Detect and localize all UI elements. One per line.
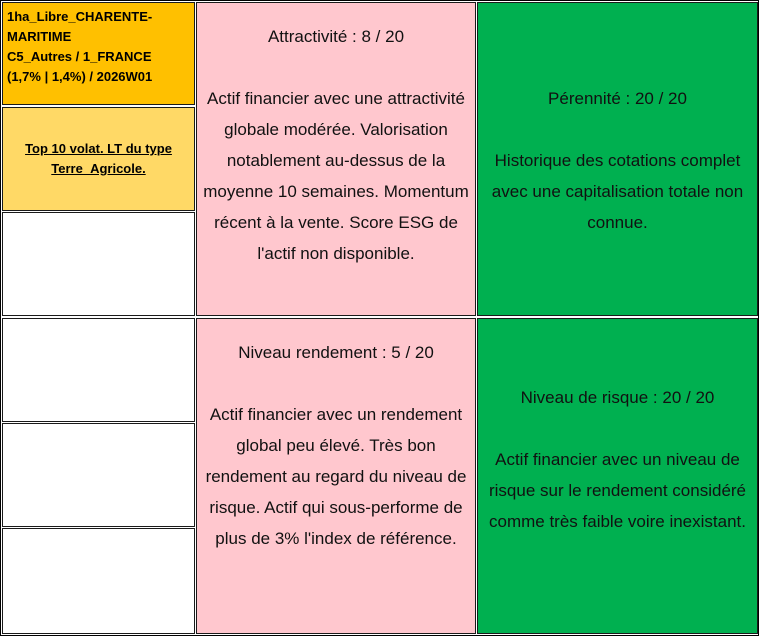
ranking-label: Top 10 volat. LT du type Terre_Agricole. <box>25 141 172 176</box>
attractivite-panel <box>196 2 476 316</box>
asset-line-3: C5_Autres / 1_FRANCE <box>7 49 152 64</box>
asset-identifier <box>2 2 195 105</box>
risque-panel <box>477 318 758 634</box>
empty-cell-2 <box>2 318 195 422</box>
empty-cell-3 <box>2 423 195 527</box>
empty-cell-1 <box>2 212 195 316</box>
risque-description: Actif financier avec un niveau de risque sur le rendement considéré comme très faible voire inexistant. <box>488 450 747 531</box>
attractivite-description: Actif financier avec une attractivité globale modérée. Valorisation notablement au-dessus de la moyenne 10 semaines. Momentum récent à la vente. Score ESG de l'actif non disponible. <box>203 89 469 263</box>
perennite-description: Historique des cotations complet avec une capitalisation totale non connue. <box>491 151 744 232</box>
ranking-label-cell <box>2 107 195 211</box>
rendement-title: Niveau rendement : 5 / 20 <box>238 343 434 362</box>
empty-cell-4 <box>2 528 195 634</box>
rendement-panel <box>196 318 476 634</box>
asset-line-2: MARITIME <box>7 29 72 44</box>
attractivite-title: Attractivité : 8 / 20 <box>267 27 405 46</box>
perennite-panel <box>477 2 758 316</box>
asset-line-4: (1,7% | 1,4%) / 2026W01 <box>7 69 153 84</box>
perennite-title: Pérennité : 20 / 20 <box>548 89 687 108</box>
risque-title: Niveau de risque : 20 / 20 <box>520 388 715 407</box>
rendement-description: Actif financier avec un rendement global peu élevé. Très bon rendement au regard du niveau de risque. Actif qui sous-performe de plus de 3% l'index de référence. <box>205 405 467 548</box>
asset-line-1: 1ha_Libre_CHARENTE- <box>7 9 153 24</box>
